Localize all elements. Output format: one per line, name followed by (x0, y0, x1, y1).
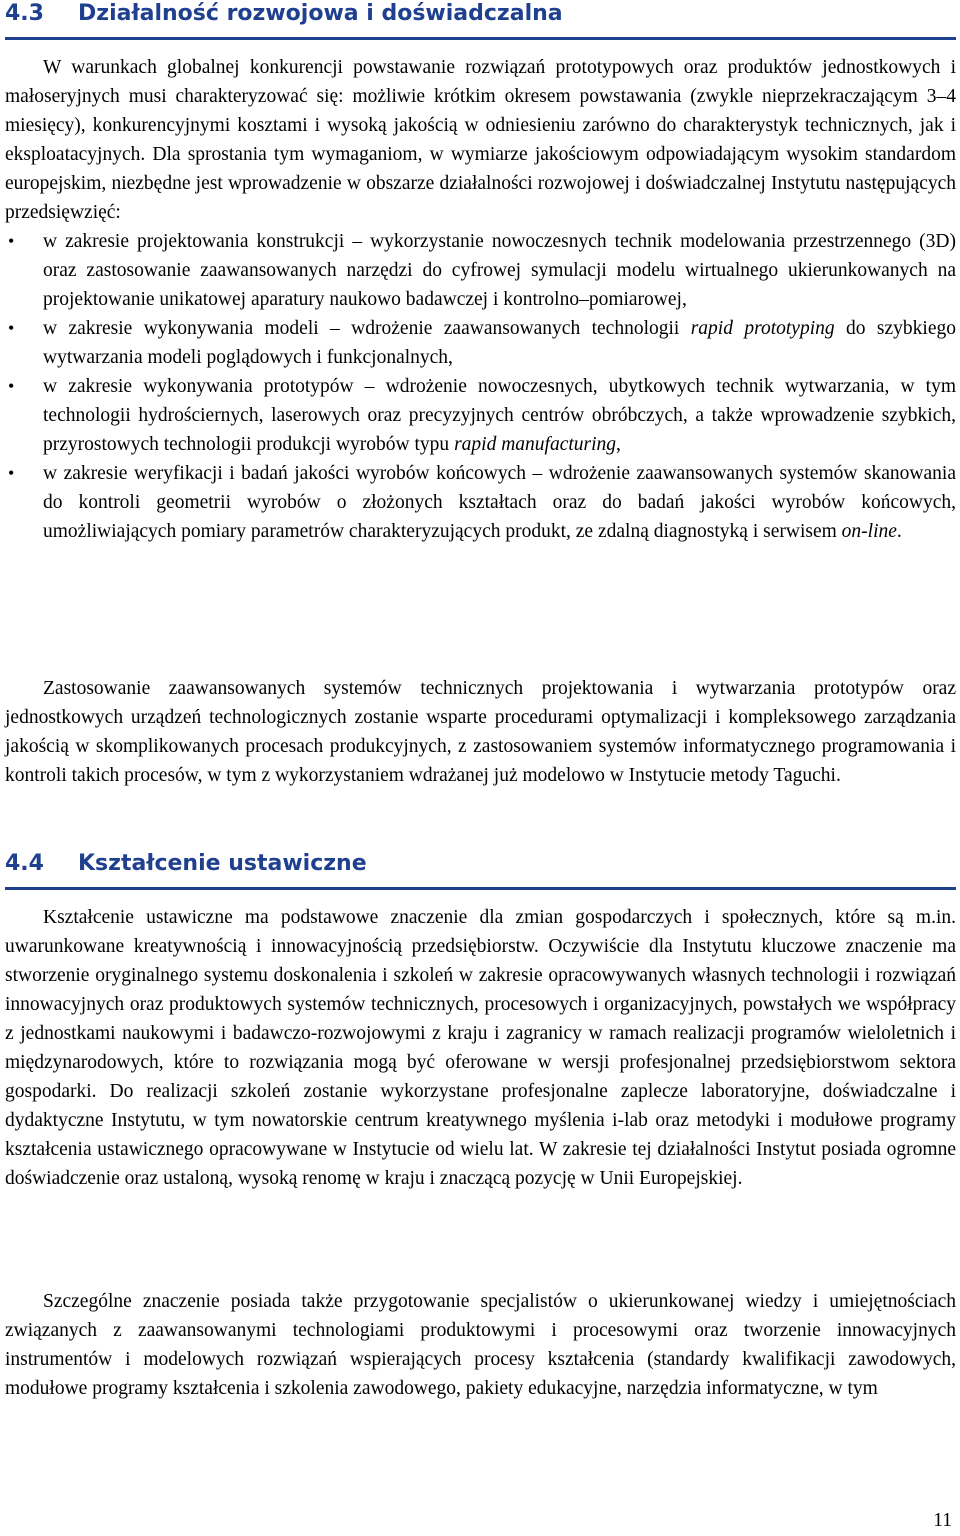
list-item-text: , (616, 434, 621, 455)
paragraph-intro: W warunkach globalnej konkurencji powstawanie rozwiązań prototypowych oraz produktów jednostkowych i małoseryjnych musi charakteryzować się: możliwie krótkim okresem powstawania (zwykle nieprzekraczającym 3–4 miesięcy), konkurencyjnymi kosztami i wysoką jakością w odniesieniu zarówno do charakterystyk technicznych, jak i eksploatacyjnych. Dla sprostania tym wymaganiom, w wymiarze jakościowym odpowiadającym wysokim standardom europejskim, niezbędne jest wprowadzenie w obszarze działalności rozwojowej i doświadczalnej Instytutu następujących przedsięwzięć: (5, 57, 956, 223)
section-title: Kształcenie ustawiczne (78, 851, 367, 876)
list-item-text: w zakresie weryfikacji i badań jakości wyrobów końcowych – wdrożenie zaawansowanych systemów skanowania do kontroli geometrii wyrobów o złożonych kształtach oraz do badań jakości wyrobów końcowych, umożliwiających pomiary parametrów charakteryzujących produkt, ze zdalną diagnostyką i serwisem (43, 463, 956, 542)
list-item-text: w zakresie wykonywania modeli – wdrożenie zaawansowanych technologii (43, 318, 691, 339)
list-item (5, 459, 956, 546)
list-item (5, 314, 956, 372)
list-item (5, 372, 956, 459)
section-4-3 (5, 0, 956, 40)
bullet-list (5, 227, 956, 546)
section-heading (5, 0, 956, 28)
bullet-icon: • (8, 463, 15, 483)
bullet-icon: • (8, 231, 15, 251)
section-4-4 (5, 850, 956, 890)
section-number: 4.3 (5, 1, 44, 26)
list-item-text: do szybkiego wytwarzania modeli poglądowych i funkcjonalnych, (43, 318, 956, 368)
section-number: 4.4 (5, 851, 44, 876)
list-item-italic: rapid manufacturing (454, 434, 617, 455)
list-item-text: w zakresie projektowania konstrukcji – wykorzystanie nowoczesnych technik modelowania przestrzennego (3D) oraz zastosowanie zaawansowanych narzędzi do cyfrowej symulacji modelu wirtualnego ukierunkowanych na projektowanie unikatowej aparatury naukowo badawczej i kontrolno–pomiarowej, (43, 231, 956, 310)
section-title: Działalność rozwojowa i doświadczalna (78, 1, 563, 26)
section-heading (5, 850, 956, 878)
section-4-3-body (5, 53, 956, 546)
paragraph-specialists: Szczególne znaczenie posiada także przygotowanie specjalistów o ukierunkowanej wiedzy i umiejętnościach związanych z zaawansowanymi technologiami produktowymi i procesowymi oraz tworzenie innowacyjnych instrumentów i modelowych rozwiązań wspierających procesy kształcenia (standardy kwalifikacji zawodowych, modułowe programy kształcenia i szkolenia zawodowego, pakiety edukacyjne, narzędzia informatyczne, w tym (5, 1291, 956, 1399)
heading-rule (5, 887, 956, 890)
paragraph-continuing-education: Kształcenie ustawiczne ma podstawowe znaczenie dla zmian gospodarczych i społecznych, które są m.in. uwarunkowane kreatywnością i innowacyjnością przedsiębiorstw. Oczywiście dla Instytutu kluczowe znaczenie ma stworzenie oryginalnego systemu doskonalenia i szkoleń w zakresie opracowywanych własnych technologii i rozwiązań innowacyjnych oraz produktowych systemów technicznych, procesowych i organizacyjnych, powstałych we współpracy z jednostkami naukowymi i badawczo-rozwojowymi z kraju i zagranicy w ramach realizacji programów wieloletnich i międzynarodowych, które to rozwiązania mogą być oferowane w wersji profesjonalnej przedsiębiorstwom sektora gospodarki. Do realizacji szkoleń zostanie wykorzystane profesjonalne zaplecze laboratoryjne, doświadczalne i dydaktyczne Instytutu, w tym nowatorskie centrum kreatywnego myślenia i-lab oraz metodyki i modułowe programy kształcenia ustawicznego opracowywane w Instytucie od wielu lat. W zakresie tej działalności Instytut posiada ogromne doświadczenie oraz ustaloną, wysoką renomę w kraju i znaczącą pozycję w Unii Europejskiej. (5, 907, 956, 1189)
list-item-text: w zakresie wykonywania prototypów – wdrożenie nowoczesnych, ubytkowych technik wytwarzania, w tym technologii hydrościernych, laserowych oraz precyzyjnych centrów obróbczych, a także wprowadzenie szybkich, przyrostowych technologii produkcji wyrobów typu (43, 376, 956, 455)
bullet-icon: • (8, 318, 15, 338)
page-number: 11 (933, 1510, 952, 1531)
list-item-text: . (896, 521, 902, 542)
bullet-icon: • (8, 376, 15, 396)
list-item (5, 227, 956, 314)
list-item-italic: rapid prototyping (690, 318, 835, 339)
list-item-italic: on-line (841, 521, 897, 542)
paragraph-optimization: Zastosowanie zaawansowanych systemów technicznych projektowania i wytwarzania prototypów oraz jednostkowych urządzeń technologicznych zostanie wsparte procedurami optymalizacji i kompleksowego zarządzania jakością w skomplikowanych procesach produkcyjnych, z zastosowaniem systemów informatycznego programowania i kontroli takich procesów, w tym z wykorzystaniem wdrażanej już modelowo w Instytucie metody Taguchi. (5, 678, 956, 786)
heading-rule (5, 37, 956, 40)
